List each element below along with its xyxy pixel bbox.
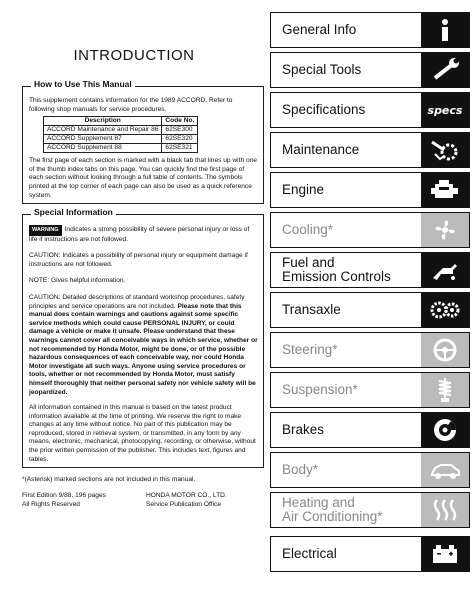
car-body-icon: [421, 453, 469, 487]
tab-label: General Info: [282, 22, 357, 37]
how-to-use-body: The first page of each section is marked with a black tab that lines up with one of the thumb index tabs on this page. You can quickly find the first page of each section without looking through a full table of contents. The symbols printed at the top corner of each page can also be used as a quick reference system.: [29, 157, 257, 199]
tab-label: Brakes: [282, 422, 325, 437]
page-title: INTRODUCTION: [73, 47, 195, 64]
brake-disc-icon: [421, 413, 469, 447]
table-cell: ACCORD Supplement 88: [44, 144, 162, 153]
tab-cooling[interactable]: [270, 212, 470, 248]
table-row: [44, 126, 198, 135]
tab-heating-ac[interactable]: [270, 492, 470, 528]
special-info-section: [22, 207, 264, 468]
tab-label: Suspension*: [282, 382, 358, 397]
tab-label: Transaxle: [282, 302, 341, 317]
publisher-name: HONDA MOTOR CO., LTD.: [146, 492, 227, 499]
tab-steering[interactable]: [270, 332, 470, 368]
tab-engine[interactable]: [270, 172, 470, 208]
caution-paragraph: CAUTION: Indicates a possibility of personal injury or equipment damage if instructions are not followed.: [29, 252, 248, 268]
steering-wheel-icon: [421, 333, 469, 367]
specs-icon-text: specs: [427, 103, 463, 117]
table-cell: ACCORD Maintenance and Repair 86: [44, 126, 162, 135]
warning-text: Indicates a strong possibility of severe personal injury or loss of life if instructions are not followed.: [29, 226, 250, 243]
special-info-heading: Special Information: [31, 207, 116, 217]
tab-body[interactable]: [270, 452, 470, 488]
tab-label: Maintenance: [282, 142, 360, 157]
maintenance-icon: [421, 133, 469, 167]
specs-icon: [421, 93, 469, 127]
rights-paragraph: All information contained in this manual is based on the latest product information available at the time of printing. We reserve the right to make changes at any time without notice. No part of this publication may be reproduced, stored in retrieval system, or transmitted, in any form by any means, electronic, mechanical, photocopying, recording, or otherwise, without the prior written permission of the publisher. This includes text, figures and tables.: [29, 404, 256, 463]
battery-icon: [421, 537, 469, 571]
how-to-use-section: [22, 79, 264, 204]
tab-fuel-emission[interactable]: [270, 252, 470, 288]
rights-reserved: All Rights Reserved: [22, 501, 80, 508]
caution-detail-paragraph: [29, 294, 259, 397]
hvac-icon: [421, 493, 469, 527]
tab-general-info[interactable]: [270, 12, 470, 48]
gears-icon: [421, 293, 469, 327]
how-to-use-heading: How to Use This Manual: [31, 79, 135, 89]
table-row: [44, 144, 198, 153]
how-to-use-intro: This supplement contains information for the 1989 ACCORD. Refer to following shop manuals for service procedures.: [29, 97, 233, 113]
table-row: [44, 135, 198, 144]
manual-codes-table: [43, 116, 198, 153]
section-index-tabs: [270, 0, 474, 601]
table-cell: 62SE321: [162, 144, 198, 153]
warning-paragraph: [29, 225, 259, 244]
table-header-code: Code No.: [162, 117, 198, 126]
tab-label: Specifications: [282, 102, 366, 117]
tab-special-tools[interactable]: [270, 52, 470, 88]
tab-label: Heating and Air Conditioning*: [282, 495, 383, 524]
tab-electrical[interactable]: [270, 536, 470, 572]
engine-icon: [421, 173, 469, 207]
info-icon: [421, 13, 469, 47]
table-cell: 62SE300: [162, 126, 198, 135]
caution-detail-bold: Please note that this manual does contain warnings and cautions against some specific service methods which could cause PERSONAL INJURY, or could damage a vehicle or make it unsafe. Please understand that these warnings cannot cover all conceivable ways in which service, whether or not recommended by Honda Motor, might be done, or of the possible hazardous consequences of each conceivable way, nor could Honda Motor investigate all such ways. Anyone using service procedures or tools, whether or not recommended by Honda Motor, must satisfy himself thoroughly that neither personal safety nor vehicle safety will be jeopardized.: [29, 302, 258, 396]
table-cell: ACCORD Supplement 87: [44, 135, 162, 144]
fuel-nozzle-icon: [421, 253, 469, 287]
wrench-icon: [421, 53, 469, 87]
suspension-icon: [421, 373, 469, 407]
tab-label: Fuel and Emission Controls: [282, 255, 391, 284]
tab-label: Special Tools: [282, 62, 362, 77]
note-paragraph: NOTE: Gives helpful information.: [29, 277, 126, 285]
tab-maintenance[interactable]: [270, 132, 470, 168]
warning-badge: WARNING: [29, 225, 62, 236]
tab-brakes[interactable]: [270, 412, 470, 448]
tab-specifications[interactable]: [270, 92, 470, 128]
asterisk-note: *(Asterisk) marked sections are not included in this manual.: [22, 476, 196, 483]
fan-icon: [421, 213, 469, 247]
tab-label: Cooling*: [282, 222, 334, 237]
publication-office: Service Publication Office: [146, 501, 222, 508]
tab-label: Electrical: [282, 546, 337, 561]
tab-label: Steering*: [282, 342, 338, 357]
tab-label: Engine: [282, 182, 325, 197]
edition-info: First Edition 9/88, 196 pages: [22, 492, 106, 499]
caution-detail-intro: CAUTION: Detailed descriptions of standard workshop procedures, safety principles and service operations are not included.: [29, 293, 245, 310]
table-header-description: Description: [44, 117, 162, 126]
tab-label: Body*: [282, 462, 319, 477]
tab-transaxle[interactable]: [270, 292, 470, 328]
tab-suspension[interactable]: [270, 372, 470, 408]
table-cell: 62SE320: [162, 135, 198, 144]
